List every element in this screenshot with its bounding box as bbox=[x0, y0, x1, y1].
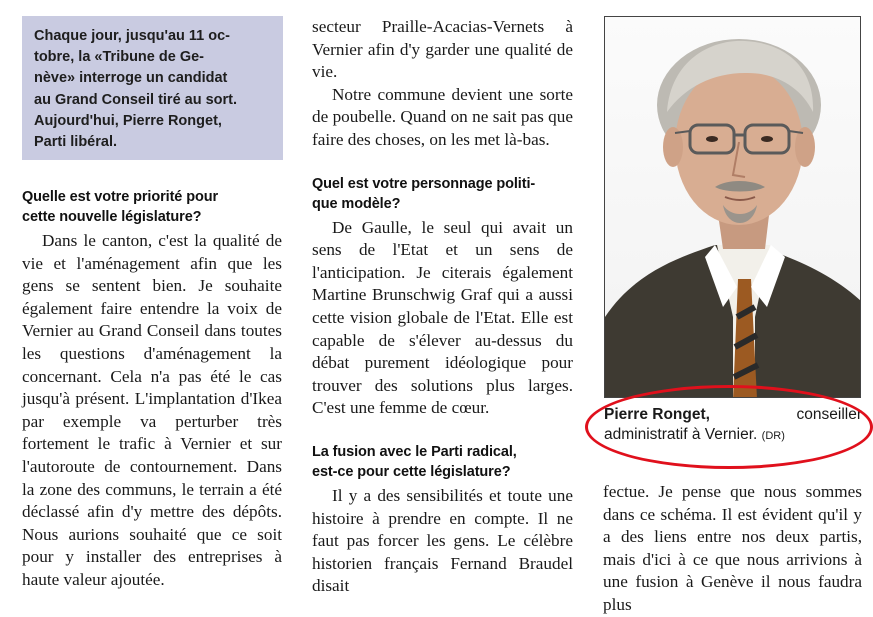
intro-line: nève» interroge un candidat bbox=[34, 70, 228, 87]
intro-line: tobre, la «Tribune de Ge- bbox=[34, 49, 205, 66]
answer-paragraph: Dans le canton, c'est la qualité de vie et l'aménagement afin que les gens se sentent bien. Je souhaite également faire entendre la voix de Vernier au Grand Conseil dans toutes les questions d'aménagement la concernant. Cela n'a pas été le cas jusqu'à présent. L'implantation d'Ikea par exemple va perturber très fortement le trafic à Vernier et sur l'autoroute de contournement. Dans la zone des communs, le terrain a été déclassé afin d'y mettre des dépôts. Nous aurions souhaité que ce soit pour y installer des entreprises à haute valeur ajoutée. bbox=[22, 231, 282, 589]
column-2 bbox=[312, 16, 573, 598]
portrait-photo bbox=[604, 16, 861, 398]
answer-paragraph: De Gaulle, le seul qui avait un sens de l'Etat et un sens de l'anticipation. Je citerais également Martine Brunschwig Graf qui a aussi cette vision globale de l'Etat. Elle est capable de s'élever au-dessus du débat purement idéologique pour trouver des solutions plus larges. C'est une femme de cœur. bbox=[312, 217, 573, 418]
question-heading: est-ce pour cette législature? bbox=[312, 463, 511, 480]
caption-name: Pierre Ronget, bbox=[604, 406, 710, 423]
caption-role: administratif à Vernier. bbox=[604, 426, 758, 443]
intro-line: au Grand Conseil tiré au sort. bbox=[34, 91, 238, 108]
question-heading: Quelle est votre priorité pour bbox=[22, 189, 219, 205]
article-paragraph: Notre commune devient une sorte de poubelle. Quand on ne sait pas que faire des choses, on les met là-bas. bbox=[312, 84, 573, 149]
column-1 bbox=[22, 187, 282, 592]
column-3 bbox=[603, 481, 862, 617]
photo-caption bbox=[604, 405, 862, 446]
answer-paragraph: fectue. Je pense que nous sommes dans ce schéma. Il est évident qu'il y a des liens entre nos deux partis, mais d'ici à ce que nous arrivions à une fusion à Genève il nous faudra plus bbox=[603, 482, 862, 614]
caption-role: conseiller bbox=[796, 406, 862, 423]
question-heading: que modèle? bbox=[312, 195, 401, 212]
question-heading: cette nouvelle législature? bbox=[22, 209, 202, 225]
portrait-illustration bbox=[605, 17, 861, 398]
answer-paragraph: Il y a des sensibilités et toute une histoire à prendre en compte. Il ne faut pas forcer les gens. Le célèbre historien français Fernand Braudel disait bbox=[312, 485, 573, 596]
intro-line: Parti libéral. bbox=[34, 134, 118, 151]
article-paragraph: secteur Praille-Acacias-Vernets à Vernier afin d'y garder une qualité de vie. bbox=[312, 17, 573, 82]
intro-line: Chaque jour, jusqu'au 11 oc- bbox=[34, 28, 231, 44]
question-heading: Quel est votre personnage politi- bbox=[312, 175, 536, 192]
intro-box bbox=[22, 16, 283, 160]
intro-line: Aujourd'hui, Pierre Ronget, bbox=[34, 112, 222, 129]
question-heading: La fusion avec le Parti radical, bbox=[312, 443, 517, 460]
photo-credit: (DR) bbox=[761, 430, 785, 442]
